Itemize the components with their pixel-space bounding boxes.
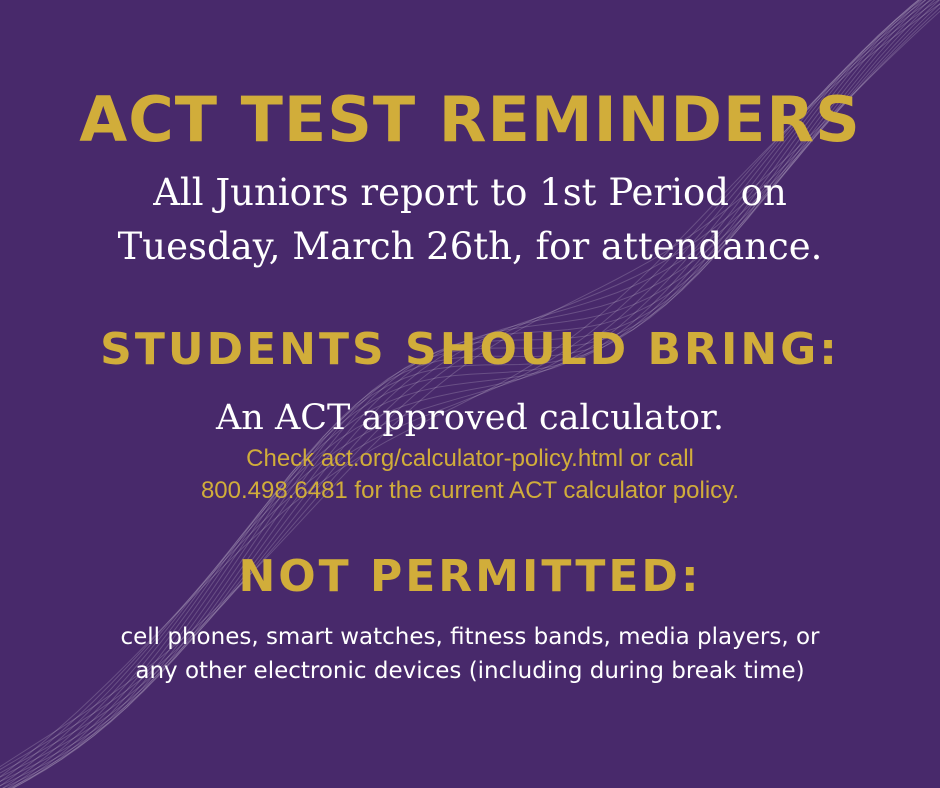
- title-heading: ACT TEST REMINDERS: [79, 83, 861, 156]
- not-permitted-line-2: any other electronic devices (including during break time): [135, 658, 805, 684]
- policy-line-1: Check act.org/calculator-policy.html or call: [246, 445, 694, 472]
- not-permitted-text: [0, 620, 940, 688]
- bring-item: An ACT approved calculator.: [216, 398, 724, 438]
- intro-line-2: Tuesday, March 26th, for attendance.: [117, 225, 823, 268]
- intro-text: [0, 166, 940, 274]
- intro-line-1: All Juniors report to 1st Period on: [153, 171, 787, 214]
- bring-heading: STUDENTS SHOULD BRING:: [100, 324, 840, 375]
- not-permitted-heading: NOT PERMITTED:: [238, 551, 702, 602]
- policy-line-2: 800.498.6481 for the current ACT calculator policy.: [200, 477, 740, 504]
- not-permitted-line-1: cell phones, smart watches, fitness bands, media players, or: [120, 624, 820, 650]
- calculator-policy-note: [0, 443, 940, 507]
